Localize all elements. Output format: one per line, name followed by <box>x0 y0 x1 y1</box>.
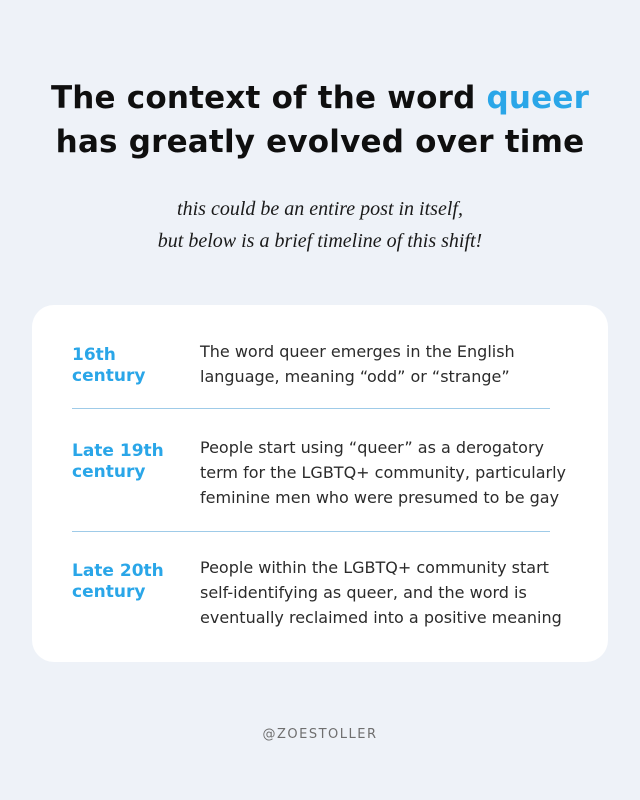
timeline-era <box>72 345 192 387</box>
era-line: 16th <box>72 345 116 365</box>
description-line: term for the LGBTQ+ community, particularly <box>200 463 566 482</box>
era-line: Late 19th <box>72 441 164 461</box>
title-line-2: has greatly evolved over time <box>55 124 585 160</box>
description-line: self-identifying as queer, and the word is <box>200 583 527 602</box>
divider <box>72 531 550 532</box>
era-line: century <box>72 582 146 602</box>
description-line: People within the LGBTQ+ community start <box>200 558 549 577</box>
page-title <box>0 76 640 164</box>
author-handle: @ZOESTOLLER <box>262 727 378 742</box>
era-line: century <box>72 462 146 482</box>
title-prefix: The context of the word <box>50 80 487 116</box>
subtitle-line-2: but below is a brief timeline of this shift! <box>157 230 483 252</box>
timeline-description <box>200 555 600 630</box>
description-line: The word queer emerges in the English <box>200 342 515 361</box>
subtitle <box>0 193 640 257</box>
era-line: Late 20th <box>72 561 164 581</box>
description-line: language, meaning “odd” or “strange” <box>200 367 510 386</box>
timeline-era <box>72 561 192 603</box>
description-line: People start using “queer” as a derogatory <box>200 438 544 457</box>
timeline-era <box>72 441 192 483</box>
subtitle-line-1: this could be an entire post in itself, <box>177 198 463 220</box>
timeline-description <box>200 339 600 389</box>
description-line: feminine men who were presumed to be gay <box>200 488 560 507</box>
title-line-1 <box>0 76 640 120</box>
description-line: eventually reclaimed into a positive meaning <box>200 608 562 627</box>
timeline-card <box>32 305 608 662</box>
title-accent-word: queer <box>486 80 590 116</box>
timeline-description <box>200 435 600 510</box>
era-line: century <box>72 366 146 386</box>
divider <box>72 408 550 409</box>
